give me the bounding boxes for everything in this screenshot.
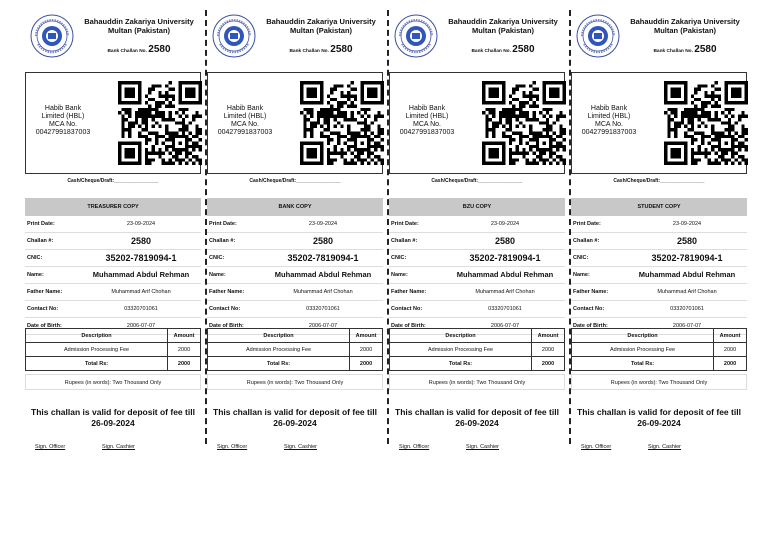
cnic-label: CNIC: xyxy=(209,255,225,261)
contact-row xyxy=(571,301,747,318)
university-name xyxy=(441,17,565,35)
fee-item-amount: 2000 xyxy=(714,343,747,357)
bank-box xyxy=(25,72,201,174)
dob-value: 2006-07-07 xyxy=(126,323,156,329)
dob-value: 2006-07-07 xyxy=(308,323,338,329)
validity-note xyxy=(386,407,568,429)
fee-table-header xyxy=(26,329,201,343)
mca-label: MCA No. xyxy=(230,121,259,128)
validity-line1: This challan is valid for deposit of fee till xyxy=(31,407,195,417)
copy-title: BZU COPY xyxy=(389,198,565,216)
challan-copy xyxy=(25,10,201,450)
fee-item-amount: 2000 xyxy=(532,343,565,357)
cnic-row xyxy=(389,250,565,267)
print-date-row xyxy=(25,216,201,233)
university-name-line2: Multan (Pakistan) xyxy=(289,26,353,35)
cnic-value: 35202-7819094-1 xyxy=(469,253,541,263)
amount-in-words: Rupees (in words): Two Thousand Only xyxy=(207,374,383,390)
contact-label: Contact No: xyxy=(209,306,241,312)
challan-copy xyxy=(571,10,747,450)
fee-item-description: Admission Processing Fee xyxy=(208,343,350,357)
father-name-row xyxy=(389,284,565,301)
father-name-value: Muhammad Arif Chohan xyxy=(475,289,535,295)
university-name-line2: Multan (Pakistan) xyxy=(471,26,535,35)
validity-note xyxy=(568,407,750,429)
dob-label: Date of Birth: xyxy=(209,323,244,329)
bank-box xyxy=(571,72,747,174)
challan-row xyxy=(389,233,565,250)
dob-label: Date of Birth: xyxy=(391,323,426,329)
university-name xyxy=(77,17,201,35)
challan-value: 2580 xyxy=(676,236,698,246)
name-label: Name: xyxy=(209,272,226,278)
fee-item-row xyxy=(26,343,201,357)
contact-value: 03320701061 xyxy=(488,306,522,312)
challan-label: Challan #: xyxy=(209,238,236,244)
father-name-label: Father Name: xyxy=(391,289,427,295)
father-name-value: Muhammad Arif Chohan xyxy=(657,289,717,295)
university-name-line2: Multan (Pakistan) xyxy=(653,26,717,35)
copy-title: BANK COPY xyxy=(207,198,383,216)
dob-label: Date of Birth: xyxy=(573,323,608,329)
total-amount: 2000 xyxy=(168,357,201,371)
bank-box xyxy=(389,72,565,174)
university-logo xyxy=(394,14,438,58)
contact-value: 03320701061 xyxy=(124,306,158,312)
challan-details-table xyxy=(389,198,565,335)
qr-code xyxy=(664,81,748,165)
sign-cashier: Sign. Cashier xyxy=(648,444,682,450)
sign-cashier: Sign. Cashier xyxy=(466,444,500,450)
dob-label: Date of Birth: xyxy=(27,323,62,329)
total-label: Total Rs: xyxy=(26,357,168,371)
validity-line1: This challan is valid for deposit of fee till xyxy=(577,407,741,417)
total-amount: 2000 xyxy=(350,357,383,371)
total-label: Total Rs: xyxy=(572,357,714,371)
fee-item-amount: 2000 xyxy=(168,343,201,357)
cut-line-separator xyxy=(205,10,207,444)
cnic-label: CNIC: xyxy=(573,255,589,261)
copy-title: TREASURER COPY xyxy=(25,198,201,216)
cnic-value: 35202-7819094-1 xyxy=(651,253,723,263)
name-label: Name: xyxy=(27,272,44,278)
copy-header xyxy=(25,10,201,66)
print-date-label: Print Date: xyxy=(209,221,237,227)
sign-officer: Sign. Officer xyxy=(217,444,248,450)
bank-name-line1: Habib Bank xyxy=(44,105,82,112)
total-amount: 2000 xyxy=(532,357,565,371)
validity-line1: This challan is valid for deposit of fee till xyxy=(213,407,377,417)
fee-table-header xyxy=(572,329,747,343)
validity-note xyxy=(22,407,204,429)
bank-details xyxy=(574,105,644,137)
bank-challan-label: Bank Challan No. xyxy=(653,49,693,54)
bank-challan-label: Bank Challan No. xyxy=(471,49,511,54)
dob-value: 2006-07-07 xyxy=(490,323,520,329)
university-logo xyxy=(576,14,620,58)
father-name-row xyxy=(571,284,747,301)
sign-officer: Sign. Officer xyxy=(399,444,430,450)
name-value: Muhammad Abdul Rehman xyxy=(456,270,554,279)
total-amount: 2000 xyxy=(714,357,747,371)
fee-table xyxy=(25,328,201,371)
bank-details xyxy=(392,105,462,137)
fee-table xyxy=(571,328,747,371)
cash-cheque-draft-line: Cash/Cheque/Draft:________________ xyxy=(613,178,705,184)
bank-details xyxy=(210,105,280,137)
contact-row xyxy=(25,301,201,318)
challan-details-table xyxy=(571,198,747,335)
challan-label: Challan #: xyxy=(391,238,418,244)
amount-in-words: Rupees (in words): Two Thousand Only xyxy=(571,374,747,390)
sign-cashier: Sign. Cashier xyxy=(284,444,318,450)
challan-row xyxy=(25,233,201,250)
contact-label: Contact No: xyxy=(27,306,59,312)
copy-header xyxy=(389,10,565,66)
amount-in-words: Rupees (in words): Two Thousand Only xyxy=(25,374,201,390)
mca-number: 00427991837003 xyxy=(35,129,91,136)
fee-item-description: Admission Processing Fee xyxy=(26,343,168,357)
amount-header: Amount xyxy=(350,329,383,343)
father-name-value: Muhammad Arif Chohan xyxy=(111,289,171,295)
challan-copy xyxy=(207,10,383,450)
cnic-row xyxy=(25,250,201,267)
fee-total-row xyxy=(572,357,747,371)
challan-row xyxy=(207,233,383,250)
qr-code xyxy=(482,81,566,165)
bank-name-line1: Habib Bank xyxy=(590,105,628,112)
qr-code xyxy=(300,81,384,165)
bank-name-line2: Limited (HBL) xyxy=(223,113,267,120)
sign-cashier: Sign. Cashier xyxy=(102,444,136,450)
fee-table-header xyxy=(390,329,565,343)
bank-name-line2: Limited (HBL) xyxy=(41,113,85,120)
fee-total-row xyxy=(390,357,565,371)
cash-cheque-draft-line: Cash/Cheque/Draft:________________ xyxy=(249,178,341,184)
dob-value: 2006-07-07 xyxy=(672,323,702,329)
bank-name-line2: Limited (HBL) xyxy=(587,113,631,120)
print-date-label: Print Date: xyxy=(27,221,55,227)
amount-in-words: Rupees (in words): Two Thousand Only xyxy=(389,374,565,390)
mca-label: MCA No. xyxy=(48,121,77,128)
validity-date: 26-09-2024 xyxy=(455,418,499,428)
bank-challan-label: Bank Challan No. xyxy=(107,49,147,54)
name-value: Muhammad Abdul Rehman xyxy=(92,270,190,279)
father-name-row xyxy=(207,284,383,301)
print-date-label: Print Date: xyxy=(391,221,419,227)
cash-cheque-draft-line: Cash/Cheque/Draft:________________ xyxy=(67,178,159,184)
bank-challan-value: 2580 xyxy=(694,44,717,55)
challan-value: 2580 xyxy=(494,236,516,246)
university-name xyxy=(623,17,747,35)
description-header: Description xyxy=(390,329,532,343)
cnic-row xyxy=(571,250,747,267)
mca-label: MCA No. xyxy=(412,121,441,128)
cnic-value: 35202-7819094-1 xyxy=(287,253,359,263)
university-name-line1: Bahauddin Zakariya University xyxy=(266,17,376,26)
challan-value: 2580 xyxy=(130,236,152,246)
university-name-line1: Bahauddin Zakariya University xyxy=(84,17,194,26)
father-name-label: Father Name: xyxy=(573,289,609,295)
total-label: Total Rs: xyxy=(208,357,350,371)
description-header: Description xyxy=(26,329,168,343)
sign-officer: Sign. Officer xyxy=(35,444,66,450)
bank-challan-number xyxy=(441,44,565,55)
name-value: Muhammad Abdul Rehman xyxy=(274,270,372,279)
bank-name-line1: Habib Bank xyxy=(226,105,264,112)
name-row xyxy=(25,267,201,284)
qr-code xyxy=(118,81,202,165)
fee-item-amount: 2000 xyxy=(350,343,383,357)
fee-item-description: Admission Processing Fee xyxy=(572,343,714,357)
university-name xyxy=(259,17,383,35)
bank-details xyxy=(28,105,98,137)
name-value: Muhammad Abdul Rehman xyxy=(638,270,736,279)
fee-total-row xyxy=(208,357,383,371)
bank-challan-value: 2580 xyxy=(330,44,353,55)
print-date-value: 23-09-2024 xyxy=(308,221,338,227)
name-row xyxy=(571,267,747,284)
fee-total-row xyxy=(26,357,201,371)
amount-header: Amount xyxy=(532,329,565,343)
father-name-value: Muhammad Arif Chohan xyxy=(293,289,353,295)
description-header: Description xyxy=(572,329,714,343)
cnic-row xyxy=(207,250,383,267)
validity-date: 26-09-2024 xyxy=(91,418,135,428)
cut-line-separator xyxy=(569,10,571,444)
challan-label: Challan #: xyxy=(573,238,600,244)
mca-number: 00427991837003 xyxy=(581,129,637,136)
university-logo xyxy=(212,14,256,58)
bank-name-line2: Limited (HBL) xyxy=(405,113,449,120)
mca-label: MCA No. xyxy=(594,121,623,128)
amount-header: Amount xyxy=(714,329,747,343)
fee-item-row xyxy=(572,343,747,357)
university-name-line1: Bahauddin Zakariya University xyxy=(630,17,740,26)
bank-challan-value: 2580 xyxy=(512,44,535,55)
mca-number: 00427991837003 xyxy=(217,129,273,136)
contact-label: Contact No: xyxy=(573,306,605,312)
challan-copy xyxy=(389,10,565,450)
copy-title: STUDENT COPY xyxy=(571,198,747,216)
challan-row xyxy=(571,233,747,250)
contact-value: 03320701061 xyxy=(306,306,340,312)
challan-details-table xyxy=(25,198,201,335)
description-header: Description xyxy=(208,329,350,343)
name-label: Name: xyxy=(573,272,590,278)
fee-item-row xyxy=(208,343,383,357)
university-name-line2: Multan (Pakistan) xyxy=(107,26,171,35)
father-name-label: Father Name: xyxy=(209,289,245,295)
print-date-value: 23-09-2024 xyxy=(126,221,156,227)
total-label: Total Rs: xyxy=(390,357,532,371)
father-name-label: Father Name: xyxy=(27,289,63,295)
contact-row xyxy=(389,301,565,318)
cnic-label: CNIC: xyxy=(391,255,407,261)
university-name-line1: Bahauddin Zakariya University xyxy=(448,17,558,26)
print-date-row xyxy=(207,216,383,233)
cut-line-separator xyxy=(387,10,389,444)
fee-table xyxy=(207,328,383,371)
cnic-label: CNIC: xyxy=(27,255,43,261)
print-date-row xyxy=(571,216,747,233)
name-row xyxy=(389,267,565,284)
mca-number: 00427991837003 xyxy=(399,129,455,136)
name-label: Name: xyxy=(391,272,408,278)
bank-challan-number xyxy=(77,44,201,55)
contact-value: 03320701061 xyxy=(670,306,704,312)
fee-item-description: Admission Processing Fee xyxy=(390,343,532,357)
challan-details-table xyxy=(207,198,383,335)
print-date-value: 23-09-2024 xyxy=(490,221,520,227)
bank-name-line1: Habib Bank xyxy=(408,105,446,112)
print-date-label: Print Date: xyxy=(573,221,601,227)
validity-note xyxy=(204,407,386,429)
bank-box xyxy=(207,72,383,174)
amount-header: Amount xyxy=(168,329,201,343)
fee-table-header xyxy=(208,329,383,343)
bank-challan-label: Bank Challan No. xyxy=(289,49,329,54)
fee-table xyxy=(389,328,565,371)
name-row xyxy=(207,267,383,284)
bank-challan-number xyxy=(259,44,383,55)
bank-challan-number xyxy=(623,44,747,55)
validity-date: 26-09-2024 xyxy=(273,418,317,428)
challan-label: Challan #: xyxy=(27,238,54,244)
contact-label: Contact No: xyxy=(391,306,423,312)
print-date-row xyxy=(389,216,565,233)
contact-row xyxy=(207,301,383,318)
bank-challan-value: 2580 xyxy=(148,44,171,55)
fee-item-row xyxy=(390,343,565,357)
university-logo xyxy=(30,14,74,58)
validity-date: 26-09-2024 xyxy=(637,418,681,428)
copy-header xyxy=(571,10,747,66)
father-name-row xyxy=(25,284,201,301)
validity-line1: This challan is valid for deposit of fee till xyxy=(395,407,559,417)
copy-header xyxy=(207,10,383,66)
cnic-value: 35202-7819094-1 xyxy=(105,253,177,263)
challan-value: 2580 xyxy=(312,236,334,246)
cash-cheque-draft-line: Cash/Cheque/Draft:________________ xyxy=(431,178,523,184)
print-date-value: 23-09-2024 xyxy=(672,221,702,227)
sign-officer: Sign. Officer xyxy=(581,444,612,450)
